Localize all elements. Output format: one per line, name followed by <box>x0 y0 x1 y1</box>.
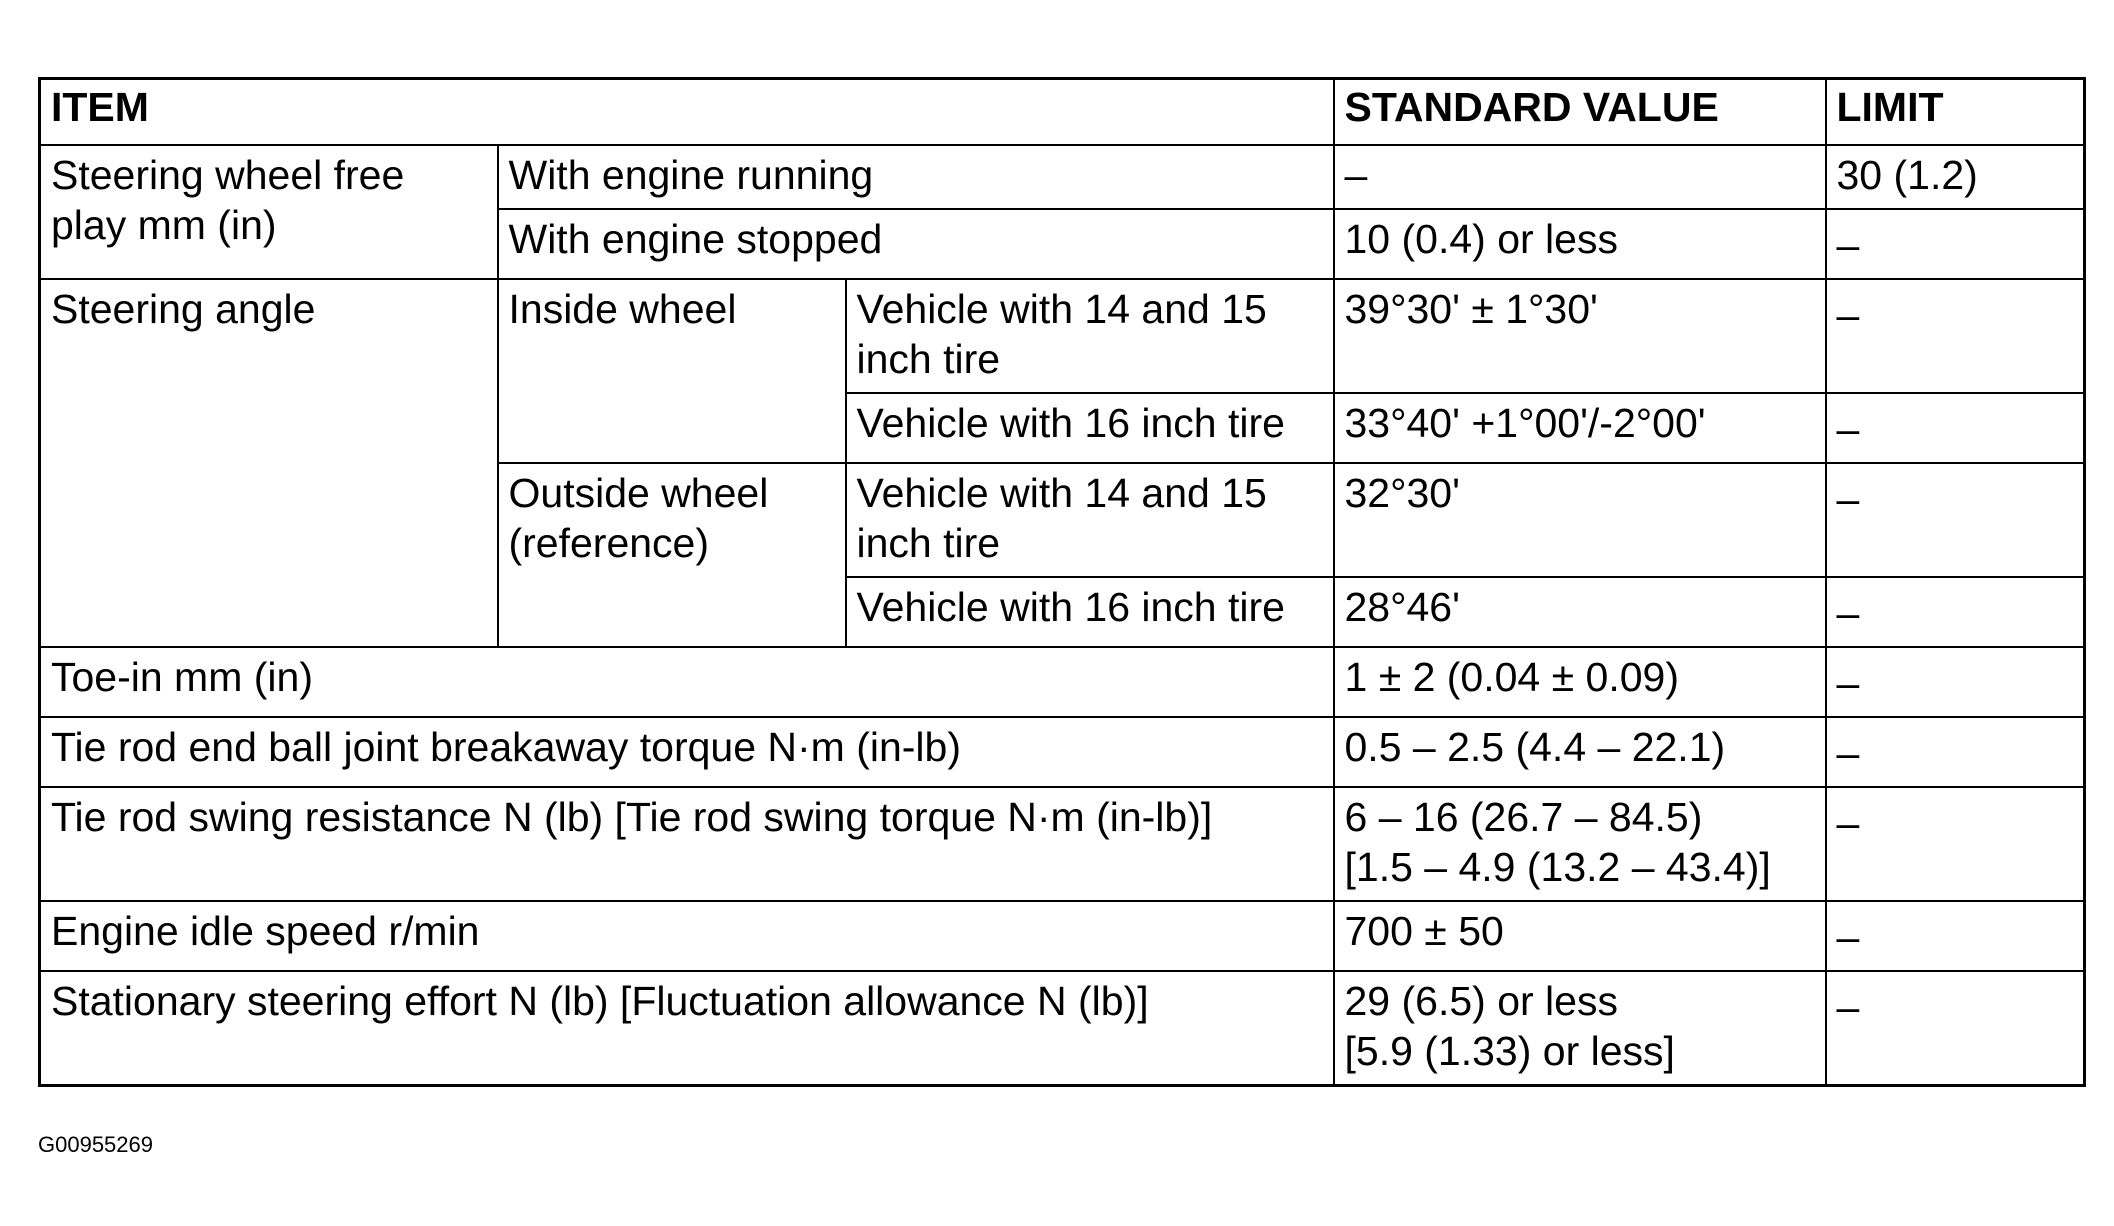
standard-value-cell: 700 ± 50 <box>1334 901 1826 971</box>
condition-cell: Vehicle with 16 inch tire <box>846 393 1334 463</box>
idle-speed-label: Engine idle speed r/min <box>40 901 1334 971</box>
toe-in-label: Toe-in mm (in) <box>40 647 1334 717</box>
standard-value-cell: 33°40' +1°00'/-2°00' <box>1334 393 1826 463</box>
header-row <box>40 79 2085 146</box>
standard-value-line: [1.5 – 4.9 (13.2 – 43.4)] <box>1344 844 1771 890</box>
standard-value-cell <box>1334 971 1826 1086</box>
condition-cell: With engine stopped <box>498 209 1334 279</box>
standard-value-line: [5.9 (1.33) or less] <box>1344 1028 1675 1074</box>
standard-value-line: 6 – 16 (26.7 – 84.5) <box>1344 794 1703 840</box>
specification-table <box>38 77 2086 1087</box>
standard-value-cell: 1 ± 2 (0.04 ± 0.09) <box>1334 647 1826 717</box>
steering-effort-label: Stationary steering effort N (lb) [Fluctuation allowance N (lb)] <box>40 971 1334 1086</box>
limit-cell: – <box>1826 717 2085 787</box>
standard-value-line: 29 (6.5) or less <box>1344 978 1618 1024</box>
header-standard-value: STANDARD VALUE <box>1334 79 1826 146</box>
limit-cell: – <box>1826 463 2085 577</box>
table-row <box>40 717 2085 787</box>
limit-cell: – <box>1826 787 2085 901</box>
limit-cell: – <box>1826 279 2085 393</box>
limit-cell: – <box>1826 971 2085 1086</box>
table-row <box>40 279 2085 393</box>
standard-value-cell: 10 (0.4) or less <box>1334 209 1826 279</box>
standard-value-cell: 28°46' <box>1334 577 1826 647</box>
free-play-label: Steering wheel free play mm (in) <box>40 145 498 279</box>
limit-cell: – <box>1826 209 2085 279</box>
figure-code: G00955269 <box>38 1132 153 1157</box>
header-item: ITEM <box>40 79 1334 146</box>
limit-cell: 30 (1.2) <box>1826 145 2085 209</box>
standard-value-cell: 0.5 – 2.5 (4.4 – 22.1) <box>1334 717 1826 787</box>
limit-cell: – <box>1826 393 2085 463</box>
steering-angle-label: Steering angle <box>40 279 498 647</box>
condition-cell: Vehicle with 14 and 15 inch tire <box>846 463 1334 577</box>
standard-value-cell <box>1334 787 1826 901</box>
inside-wheel-label: Inside wheel <box>498 279 846 463</box>
limit-cell: – <box>1826 647 2085 717</box>
table-row <box>40 647 2085 717</box>
table-row <box>40 901 2085 971</box>
table-row <box>40 971 2085 1086</box>
header-limit: LIMIT <box>1826 79 2085 146</box>
ball-joint-label: Tie rod end ball joint breakaway torque N·m (in-lb) <box>40 717 1334 787</box>
standard-value-cell: 32°30' <box>1334 463 1826 577</box>
swing-resistance-label: Tie rod swing resistance N (lb) [Tie rod swing torque N·m (in-lb)] <box>40 787 1334 901</box>
condition-cell: With engine running <box>498 145 1334 209</box>
condition-cell: Vehicle with 16 inch tire <box>846 577 1334 647</box>
standard-value-cell: – <box>1334 145 1826 209</box>
table-row <box>40 787 2085 901</box>
table-row <box>40 145 2085 209</box>
limit-cell: – <box>1826 901 2085 971</box>
limit-cell: – <box>1826 577 2085 647</box>
outside-wheel-label: Outside wheel (reference) <box>498 463 846 647</box>
standard-value-cell: 39°30' ± 1°30' <box>1334 279 1826 393</box>
condition-cell: Vehicle with 14 and 15 inch tire <box>846 279 1334 393</box>
